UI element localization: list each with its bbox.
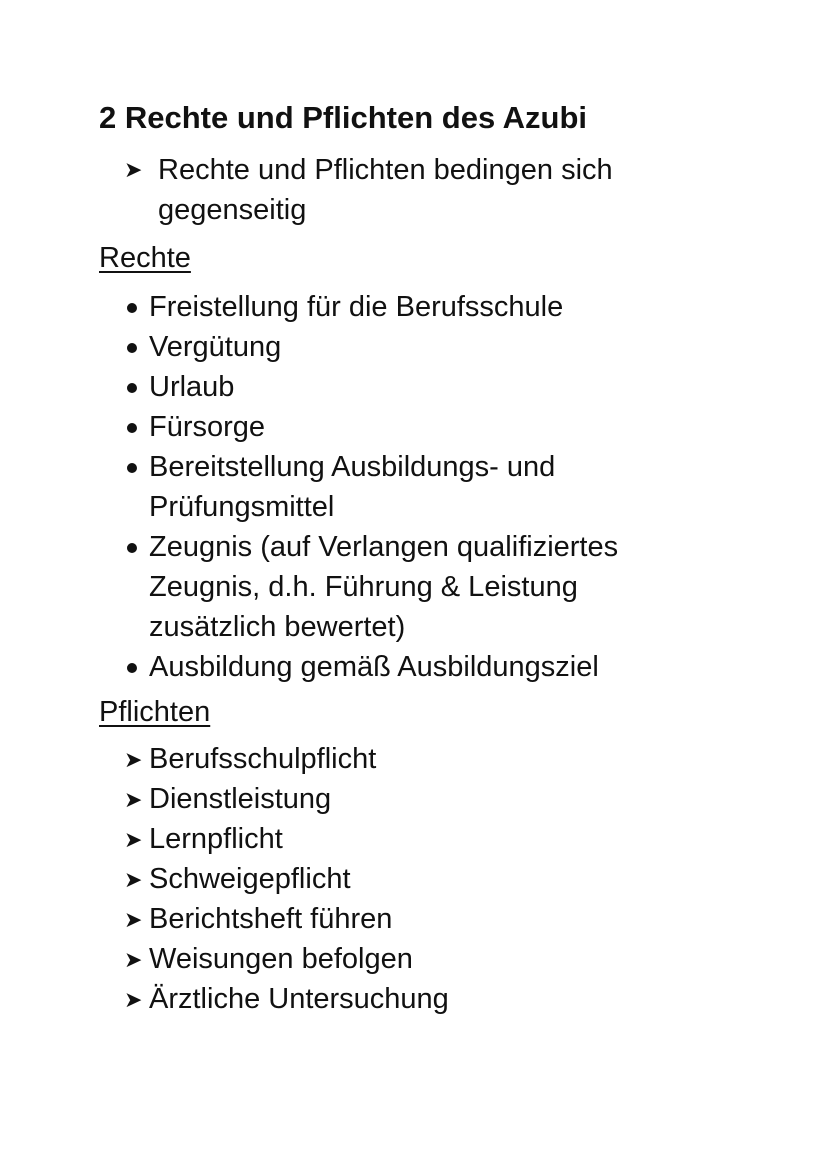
list-item (124, 327, 704, 367)
dot-icon (124, 647, 149, 687)
intro-text: Rechte und Pflichten bedingen sich gegenseitig (158, 154, 613, 226)
section-heading-pflichten: Pflichten (99, 696, 211, 728)
list-item (124, 740, 704, 780)
list-item-text: Ärztliche Untersuchung (149, 983, 449, 1015)
dot-icon (124, 447, 149, 527)
arrowhead-icon: ➤ (124, 787, 143, 812)
dot-icon (124, 407, 149, 447)
list-item (124, 287, 704, 327)
arrowhead-icon: ➤ (124, 907, 143, 932)
list-item-text: Weisungen befolgen (149, 943, 413, 975)
intro-statement (124, 150, 684, 230)
arrowhead-icon: ➤ (124, 157, 143, 182)
dot-icon (124, 367, 149, 407)
rechte-list (124, 287, 704, 687)
list-item-text: Vergütung (149, 331, 282, 363)
list-item (124, 820, 704, 860)
list-item-text: Freistellung für die Berufsschule (149, 291, 564, 323)
list-item (124, 940, 704, 980)
list-item (124, 407, 704, 447)
list-item-text: Zeugnis (auf Verlangen qualifiziertes Zeugnis, d.h. Führung & Leistung zusätzlich bewertet) (149, 531, 619, 643)
list-item-text: Dienstleistung (149, 783, 332, 815)
arrowhead-icon: ➤ (124, 867, 143, 892)
list-item-text: Lernpflicht (149, 823, 283, 855)
list-item-text: Bereitstellung Ausbildungs- und Prüfungsmittel (149, 451, 556, 523)
list-item (124, 647, 704, 687)
list-item-text: Fürsorge (149, 411, 266, 443)
list-item (124, 527, 704, 647)
page-title: 2 Rechte und Pflichten des Azubi (99, 100, 588, 135)
list-item-text: Schweigepflicht (149, 863, 351, 895)
list-item (124, 367, 704, 407)
list-item-text: Urlaub (149, 371, 235, 403)
list-item-text: Berufsschulpflicht (149, 743, 377, 775)
list-item (124, 447, 704, 527)
list-item (124, 980, 704, 1020)
dot-icon (124, 287, 149, 327)
list-item-text: Ausbildung gemäß Ausbildungsziel (149, 651, 599, 683)
list-item (124, 780, 704, 820)
dot-icon (124, 527, 149, 647)
pflichten-list (124, 740, 704, 1020)
arrowhead-icon: ➤ (124, 987, 143, 1012)
list-item (124, 900, 704, 940)
arrowhead-icon: ➤ (124, 947, 143, 972)
arrowhead-icon: ➤ (124, 747, 143, 772)
section-heading-rechte: Rechte (99, 242, 191, 274)
list-item-text: Berichtsheft führen (149, 903, 393, 935)
arrowhead-icon: ➤ (124, 827, 143, 852)
dot-icon (124, 327, 149, 367)
list-item (124, 860, 704, 900)
